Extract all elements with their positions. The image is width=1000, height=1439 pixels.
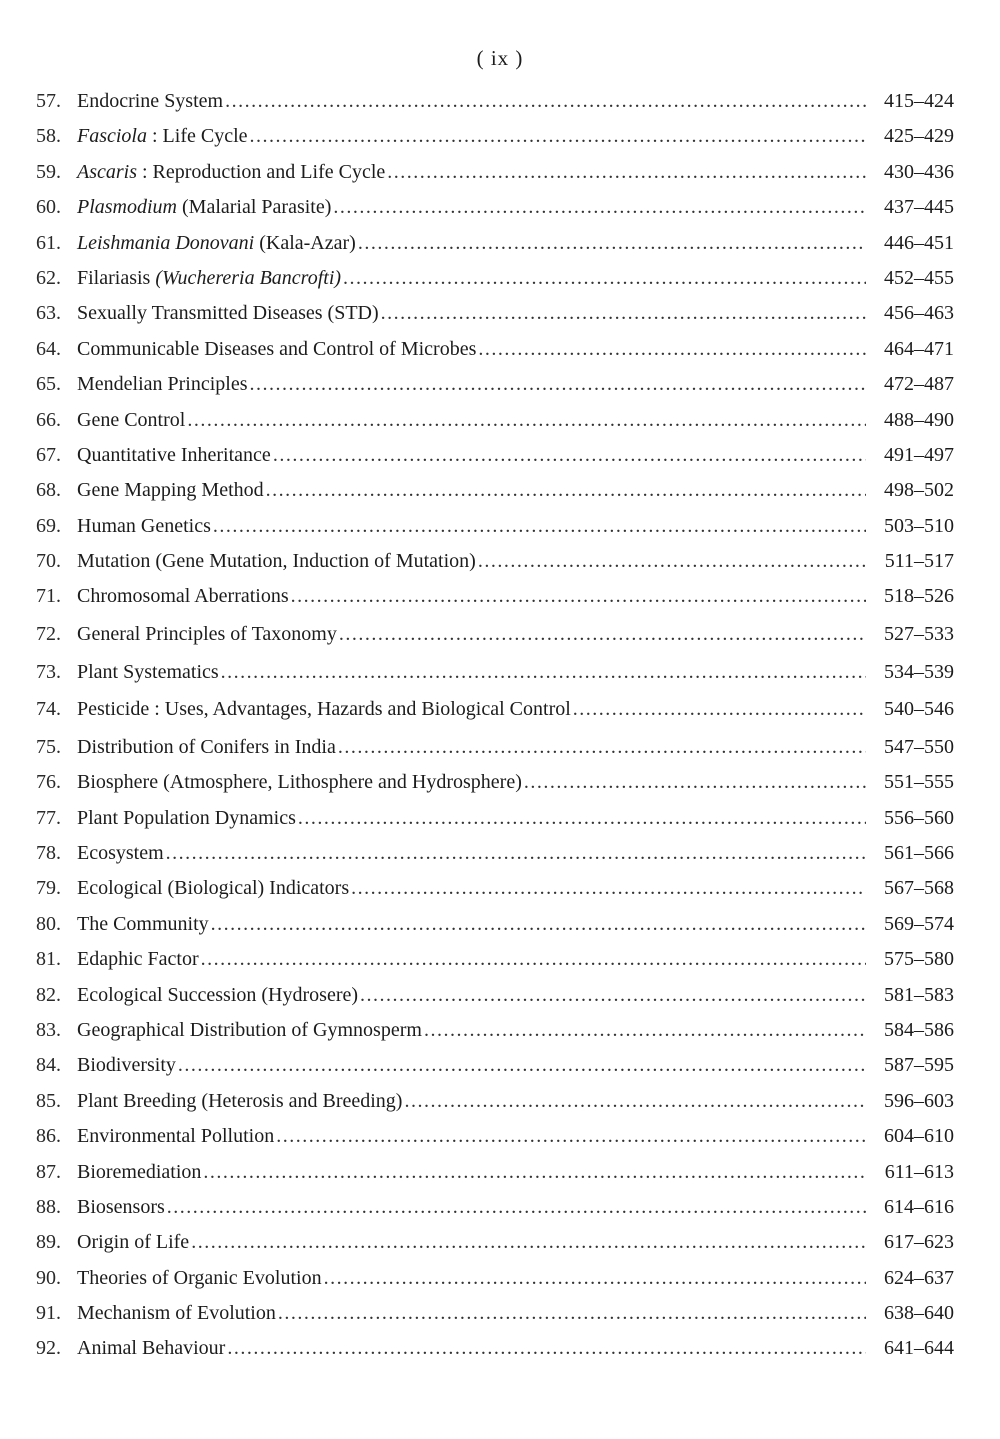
toc-entry <box>36 1090 954 1125</box>
entry-number: 79. <box>36 877 61 900</box>
entry-title <box>77 1337 225 1360</box>
entry-title-part: Plant Breeding (Heterosis and Breeding) <box>77 1089 403 1112</box>
entry-title <box>77 585 289 608</box>
dot-leader <box>213 515 866 538</box>
toc-entry <box>36 1125 954 1160</box>
entry-title-part: Biodiversity <box>77 1054 176 1077</box>
entry-title <box>77 161 385 184</box>
toc-entry <box>36 807 954 842</box>
entry-page-range: 641–644 <box>884 1337 954 1360</box>
toc-entry <box>36 125 954 160</box>
entry-title-part: Filariasis <box>77 266 156 289</box>
entry-number: 66. <box>36 408 61 431</box>
entry-page-range: 527–533 <box>884 623 954 646</box>
dot-leader <box>351 877 866 900</box>
dot-leader <box>225 90 866 113</box>
entry-page-range: 551–555 <box>884 771 954 794</box>
entry-title <box>77 1196 165 1219</box>
entry-title <box>77 338 476 361</box>
entry-number: 91. <box>36 1302 61 1325</box>
entry-title-part: Biosphere (Atmosphere, Lithosphere and Hydrosphere) <box>77 771 522 794</box>
entry-title-part: Gene Mapping Method <box>77 479 264 502</box>
entry-title <box>77 913 209 936</box>
entry-number: 84. <box>36 1054 61 1077</box>
dot-leader <box>358 232 866 255</box>
entry-page-range: 446–451 <box>884 231 954 254</box>
entry-page-range: 498–502 <box>884 479 954 502</box>
entry-title <box>77 623 337 646</box>
dot-leader <box>524 771 866 794</box>
entry-title-part: The Community <box>77 912 209 935</box>
toc-entry <box>36 444 954 479</box>
dot-leader <box>387 161 866 184</box>
toc-entry <box>36 771 954 806</box>
entry-title-part: Plant Systematics <box>77 660 219 683</box>
toc-entry <box>36 1267 954 1302</box>
entry-title-part: Bioremediation <box>77 1160 202 1183</box>
toc-entry <box>36 877 954 912</box>
entry-number: 59. <box>36 160 61 183</box>
entry-page-range: 456–463 <box>884 302 954 325</box>
entry-page-range: 587–595 <box>884 1054 954 1077</box>
entry-title-part: Sexually Transmitted Diseases (STD) <box>77 302 379 325</box>
entry-page-range: 534–539 <box>884 660 954 683</box>
entry-title-part: (Malarial Parasite) <box>177 196 332 219</box>
dot-leader <box>203 1161 866 1184</box>
entry-page-range: 464–471 <box>884 337 954 360</box>
entry-page-range: 540–546 <box>884 698 954 721</box>
entry-number: 69. <box>36 514 61 537</box>
toc-entry <box>36 1231 954 1266</box>
dot-leader <box>227 1337 866 1360</box>
entry-page-range: 518–526 <box>884 585 954 608</box>
entry-page-range: 437–445 <box>884 196 954 219</box>
toc-entry <box>36 842 954 877</box>
entry-title-part: Ecosystem <box>77 842 164 865</box>
entry-number: 73. <box>36 660 61 683</box>
entry-title <box>77 807 296 830</box>
entry-title-italic-part: Leishmania Donovani <box>77 231 255 254</box>
entry-number: 70. <box>36 550 61 573</box>
entry-number: 67. <box>36 443 61 466</box>
entry-number: 64. <box>36 337 61 360</box>
dot-leader <box>191 1231 866 1254</box>
entry-title <box>77 232 356 255</box>
entry-title <box>77 736 336 759</box>
toc-entry <box>36 90 954 125</box>
entry-title-part: Mendelian Principles <box>77 373 248 396</box>
dot-leader <box>339 623 866 646</box>
entry-title-part: Environmental Pollution <box>77 1125 275 1148</box>
entry-title <box>77 1267 322 1290</box>
dot-leader <box>478 550 866 573</box>
entry-title <box>77 479 264 502</box>
toc-entry <box>36 302 954 337</box>
entry-number: 81. <box>36 948 61 971</box>
dot-leader <box>338 736 866 759</box>
entry-title <box>77 302 379 325</box>
entry-number: 62. <box>36 266 61 289</box>
entry-title <box>77 771 522 794</box>
entry-title <box>77 984 358 1007</box>
entry-page-range: 511–517 <box>884 550 954 573</box>
entry-page-range: 611–613 <box>884 1160 954 1183</box>
entry-page-range: 569–574 <box>884 912 954 935</box>
dot-leader <box>333 196 866 219</box>
entry-title-part: Animal Behaviour <box>77 1337 226 1360</box>
entry-page-range: 604–610 <box>884 1125 954 1148</box>
entry-title <box>77 515 211 538</box>
entry-page-range: 491–497 <box>884 443 954 466</box>
entry-title <box>77 1161 201 1184</box>
entry-number: 57. <box>36 90 61 112</box>
entry-title <box>77 1054 176 1077</box>
page-number: ( ix ) <box>476 46 524 70</box>
entry-title <box>77 267 341 290</box>
entry-title <box>77 1302 276 1325</box>
dot-leader <box>424 1019 866 1042</box>
dot-leader <box>276 1125 866 1148</box>
entry-title-part: Pesticide : Uses, Advantages, Hazards and Biological Control <box>77 698 571 721</box>
dot-leader <box>298 807 866 830</box>
entry-number: 72. <box>36 623 61 646</box>
toc-entry <box>36 267 954 302</box>
toc-entry <box>36 338 954 373</box>
entry-page-range: 425–429 <box>884 125 954 148</box>
toc-entry <box>36 1337 954 1372</box>
entry-title-italic-part: Ascaris <box>77 160 137 183</box>
entry-number: 85. <box>36 1089 61 1112</box>
entry-page-range: 584–586 <box>884 1018 954 1041</box>
dot-leader <box>266 479 866 502</box>
entry-title-part: Quantitative Inheritance <box>77 443 271 466</box>
dot-leader <box>404 1090 866 1113</box>
entry-number: 71. <box>36 585 61 608</box>
entry-title <box>77 444 271 467</box>
entry-title-part: Endocrine System <box>77 90 224 112</box>
toc-entry <box>36 196 954 231</box>
dot-leader <box>178 1054 866 1077</box>
entry-page-range: 567–568 <box>884 877 954 900</box>
entry-title-part: Geographical Distribution of Gymnosperm <box>77 1018 422 1041</box>
entry-number: 92. <box>36 1337 61 1360</box>
dot-leader <box>573 698 866 721</box>
entry-page-range: 575–580 <box>884 948 954 971</box>
entry-page-range: 561–566 <box>884 842 954 865</box>
dot-leader <box>250 373 866 396</box>
dot-leader <box>187 409 866 432</box>
entry-number: 77. <box>36 806 61 829</box>
dot-leader <box>343 267 866 290</box>
entry-title-italic-part: Fasciola <box>77 125 147 148</box>
entry-title-part: Biosensors <box>77 1195 165 1218</box>
entry-title-part: : Reproduction and Life Cycle <box>137 160 386 183</box>
entry-number: 78. <box>36 842 61 865</box>
entry-title <box>77 698 571 721</box>
entry-title <box>77 877 349 900</box>
entry-title-part: Communicable Diseases and Control of Microbes <box>77 337 477 360</box>
toc-entry <box>36 623 954 661</box>
entry-page-range: 452–455 <box>884 266 954 289</box>
toc-entry <box>36 1196 954 1231</box>
entry-title-part: : Life Cycle <box>147 125 248 148</box>
entry-title <box>77 550 476 573</box>
toc-entry <box>36 698 954 736</box>
toc-entry <box>36 161 954 196</box>
entry-page-range: 488–490 <box>884 408 954 431</box>
entry-title-part: Gene Control <box>77 408 186 431</box>
entry-title <box>77 125 248 148</box>
entry-title <box>77 842 164 865</box>
entry-page-range: 624–637 <box>884 1266 954 1289</box>
entry-title <box>77 1125 274 1148</box>
toc-entry <box>36 948 954 983</box>
entry-page-range: 614–616 <box>884 1195 954 1218</box>
entry-title-italic-part: Plasmodium <box>77 196 177 219</box>
toc-entry <box>36 736 954 771</box>
entry-number: 82. <box>36 983 61 1006</box>
entry-number: 83. <box>36 1018 61 1041</box>
entry-title-part: Mechanism of Evolution <box>77 1302 276 1325</box>
dot-leader <box>478 338 866 361</box>
toc-entry <box>36 1019 954 1054</box>
entry-title-part: Ecological (Biological) Indicators <box>77 877 350 900</box>
dot-leader <box>221 661 866 684</box>
entry-number: 63. <box>36 302 61 325</box>
toc-entry <box>36 1161 954 1196</box>
entry-page-range: 503–510 <box>884 514 954 537</box>
entry-title <box>77 373 248 396</box>
entry-number: 80. <box>36 912 61 935</box>
toc-entry <box>36 479 954 514</box>
entry-number: 65. <box>36 373 61 396</box>
entry-number: 86. <box>36 1125 61 1148</box>
entry-title-part: Plant Population Dynamics <box>77 806 296 829</box>
entry-page-range: 581–583 <box>884 983 954 1006</box>
table-of-contents <box>36 90 954 1373</box>
entry-number: 58. <box>36 125 61 148</box>
entry-title-part: Mutation (Gene Mutation, Induction of Mutation) <box>77 550 476 573</box>
toc-entry <box>36 1054 954 1089</box>
entry-number: 88. <box>36 1195 61 1218</box>
entry-number: 90. <box>36 1266 61 1289</box>
entry-number: 60. <box>36 196 61 219</box>
entry-title <box>77 90 223 113</box>
dot-leader <box>273 444 866 467</box>
entry-number: 89. <box>36 1231 61 1254</box>
entry-number: 75. <box>36 735 61 758</box>
dot-leader <box>278 1302 866 1325</box>
dot-leader <box>324 1267 866 1290</box>
dot-leader <box>291 585 866 608</box>
toc-entry <box>36 409 954 444</box>
entry-title-part: Theories of Organic Evolution <box>77 1266 322 1289</box>
entry-title <box>77 1231 189 1254</box>
toc-entry <box>36 984 954 1019</box>
entry-number: 68. <box>36 479 61 502</box>
entry-number: 74. <box>36 698 61 721</box>
entry-title-part: Edaphic Factor <box>77 948 199 971</box>
entry-title-italic-part: (Wuchereria Bancrofti) <box>155 266 342 289</box>
toc-entry <box>36 550 954 585</box>
entry-title <box>77 196 331 219</box>
entry-title-part: Chromosomal Aberrations <box>77 585 289 608</box>
dot-leader <box>166 842 866 865</box>
entry-title <box>77 1090 402 1113</box>
toc-entry <box>36 585 954 623</box>
dot-leader <box>201 948 866 971</box>
toc-entry <box>36 661 954 699</box>
toc-entry <box>36 515 954 550</box>
entry-title-part: Origin of Life <box>77 1231 190 1254</box>
entry-title-part: Ecological Succession (Hydrosere) <box>77 983 359 1006</box>
dot-leader <box>381 302 866 325</box>
entry-page-range: 638–640 <box>884 1302 954 1325</box>
dot-leader <box>250 125 866 148</box>
entry-page-range: 617–623 <box>884 1231 954 1254</box>
entry-page-range: 547–550 <box>884 735 954 758</box>
dot-leader <box>167 1196 866 1219</box>
entry-title-part: Human Genetics <box>77 514 211 537</box>
entry-title <box>77 409 185 432</box>
entry-number: 87. <box>36 1160 61 1183</box>
entry-title <box>77 948 199 971</box>
entry-page-range: 415–424 <box>884 90 954 112</box>
entry-page-range: 430–436 <box>884 160 954 183</box>
entry-title <box>77 1019 422 1042</box>
entry-title-part: (Kala-Azar) <box>254 231 356 254</box>
toc-entry <box>36 232 954 267</box>
entry-title <box>77 661 219 684</box>
entry-page-range: 596–603 <box>884 1089 954 1112</box>
toc-entry <box>36 913 954 948</box>
entry-number: 76. <box>36 771 61 794</box>
entry-page-range: 556–560 <box>884 806 954 829</box>
entry-title-part: Distribution of Conifers in India <box>77 735 336 758</box>
toc-entry <box>36 1302 954 1337</box>
toc-entry <box>36 373 954 408</box>
dot-leader <box>360 984 866 1007</box>
entry-page-range: 472–487 <box>884 373 954 396</box>
dot-leader <box>211 913 866 936</box>
entry-number: 61. <box>36 231 61 254</box>
entry-title-part: General Principles of Taxonomy <box>77 623 337 646</box>
